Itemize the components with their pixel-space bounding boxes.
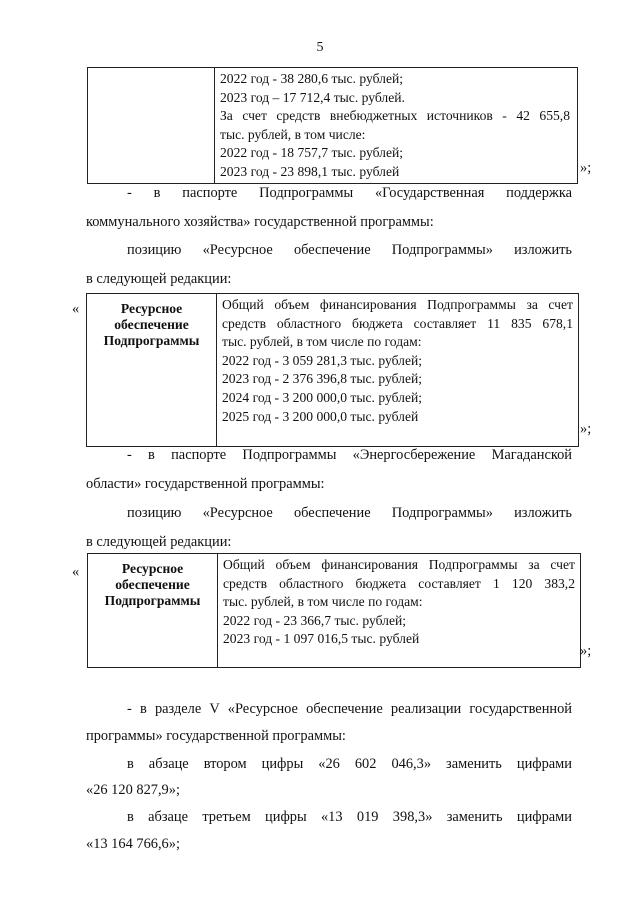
funding-table-continuation — [87, 67, 578, 184]
table-label-line: Подпрограммы — [103, 333, 200, 348]
table-line: 2022 год - 3 059 281,3 тыс. рублей; — [222, 352, 423, 368]
resource-provision-table — [87, 553, 581, 668]
paragraph-line: - в разделе V «Ресурсное обеспечение реализации государственной — [127, 701, 572, 717]
table-line: 2022 год - 18 757,7 тыс. рублей; — [220, 145, 404, 161]
paragraph-line: в абзаце третьем цифры «13 019 398,3» заменить цифрами — [127, 809, 572, 825]
page-number: 5 — [316, 40, 324, 55]
paragraph-line: области» государственной программы: — [86, 476, 325, 492]
table-label-line: Ресурсное — [121, 561, 184, 576]
table-line: средств областного бюджета составляет 1 120 383,2 — [223, 575, 575, 591]
table-line: 2022 год - 23 366,7 тыс. рублей; — [223, 612, 407, 628]
table-line: 2023 год - 23 898,1 тыс. рублей — [220, 163, 400, 179]
table-line: 2023 год - 2 376 396,8 тыс. рублей; — [222, 371, 423, 387]
table-content-cell — [215, 68, 575, 183]
paragraph-line: в абзаце втором цифры «26 602 046,3» заменить цифрами — [127, 756, 572, 772]
quote-close: »; — [580, 421, 592, 437]
table-label-line: Ресурсное — [120, 301, 183, 316]
table-line: тыс. рублей, в том числе: — [220, 126, 366, 142]
table-line: 2023 год – 17 712,4 тыс. рублей. — [220, 89, 405, 105]
table-label-line: Подпрограммы — [104, 593, 201, 608]
table-line: 2023 год - 1 097 016,5 тыс. рублей — [223, 631, 420, 647]
quote-close: »; — [580, 643, 592, 659]
paragraph-line: «13 164 766,6»; — [86, 836, 180, 852]
table-content-cell — [218, 554, 580, 667]
paragraph-line: - в паспорте Подпрограммы «Энергосбережение Магаданской — [127, 447, 572, 463]
table-line: тыс. рублей, в том числе по годам: — [223, 594, 423, 610]
table-line: 2024 год - 3 200 000,0 тыс. рублей; — [222, 389, 423, 405]
paragraph-line: - в паспорте Подпрограммы «Государственная поддержка — [127, 185, 572, 201]
paragraph-line: «26 120 827,9»; — [86, 782, 180, 798]
table-line: 2025 год - 3 200 000,0 тыс. рублей — [222, 408, 419, 424]
table-line: 2022 год - 38 280,6 тыс. рублей; — [220, 71, 404, 86]
table-label-cell — [88, 554, 218, 667]
quote-open: « — [72, 301, 80, 317]
paragraph-line: в следующей редакции: — [86, 534, 232, 550]
table-line: За счет средств внебюджетных источников - 42 655,8 — [220, 108, 570, 124]
table-label-cell — [87, 294, 217, 446]
paragraph-line: в следующей редакции: — [86, 271, 232, 287]
table-label-cell — [88, 68, 215, 183]
resource-provision-table — [86, 293, 579, 447]
table-line: Общий объем финансирования Подпрограммы за счет — [222, 297, 573, 312]
paragraph-line: программы» государственной программы: — [86, 728, 346, 744]
paragraph-line: позицию «Ресурсное обеспечение Подпрограммы» изложить — [127, 242, 572, 258]
paragraph-line: позицию «Ресурсное обеспечение Подпрограммы» изложить — [127, 505, 572, 521]
quote-close: »; — [580, 160, 592, 176]
table-label-line: обеспечение — [114, 317, 189, 332]
table-line: средств областного бюджета составляет 11 835 678,1 — [222, 315, 573, 331]
table-content-cell — [217, 294, 578, 446]
paragraph-line: коммунального хозяйства» государственной программы: — [86, 214, 434, 230]
table-line: Общий объем финансирования Подпрограммы за счет — [223, 557, 575, 572]
quote-open: « — [72, 564, 80, 580]
table-line: тыс. рублей, в том числе по годам: — [222, 334, 422, 350]
table-label-line: обеспечение — [115, 577, 190, 592]
